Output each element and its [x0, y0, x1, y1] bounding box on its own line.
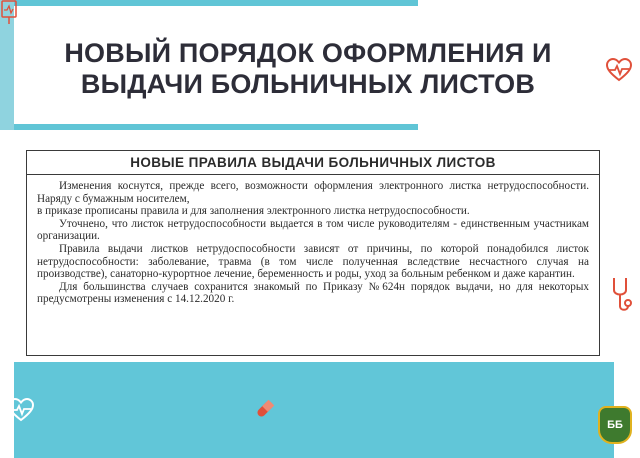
- heart-pulse-icon: [606, 58, 632, 82]
- document-paragraph: Правила выдачи листков нетрудоспособности зависят от причины, по которой понадобился листок нетрудоспособности: заболевание, травма (в том числе полученная вследствие несчастного случая на производстве), санаторно-курортное лечение, беременность и роды, уход за больным ребенком и даже карантин.: [37, 242, 589, 281]
- stethoscope-icon: [606, 276, 634, 316]
- document-paragraph: Для большинства случаев сохранится знакомый по Приказу №624н порядок выдачи, но для некоторых предусмотрены изменения с 14.12.2020 г.: [37, 280, 589, 306]
- page-title: НОВЫЙ ПОРЯДОК ОФОРМЛЕНИЯ И ВЫДАЧИ БОЛЬНИЧНЫХ ЛИСТОВ: [64, 38, 552, 99]
- heart-pulse-icon: [8, 398, 34, 422]
- pill-icon: [254, 398, 276, 420]
- monitor-icon: [0, 0, 20, 26]
- document-excerpt: [26, 150, 600, 356]
- document-paragraph: в приказе прописаны правила и для заполнения электронного листка нетрудоспособности.: [37, 205, 470, 218]
- brand-logo: ББ: [598, 406, 632, 444]
- document-paragraph: Изменения коснутся, прежде всего, возможности оформления электронного листка нетрудоспособности. Наряду с бумажным носителем,: [37, 180, 589, 205]
- document-body: [27, 175, 599, 306]
- teal-band-bottom: [14, 362, 614, 458]
- document-heading: НОВЫЕ ПРАВИЛА ВЫДАЧИ БОЛЬНИЧНЫХ ЛИСТОВ: [27, 151, 599, 175]
- document-paragraph: Уточнено, что листок нетрудоспособности выдается в том числе руководителям - единственным участникам организации.: [37, 217, 589, 243]
